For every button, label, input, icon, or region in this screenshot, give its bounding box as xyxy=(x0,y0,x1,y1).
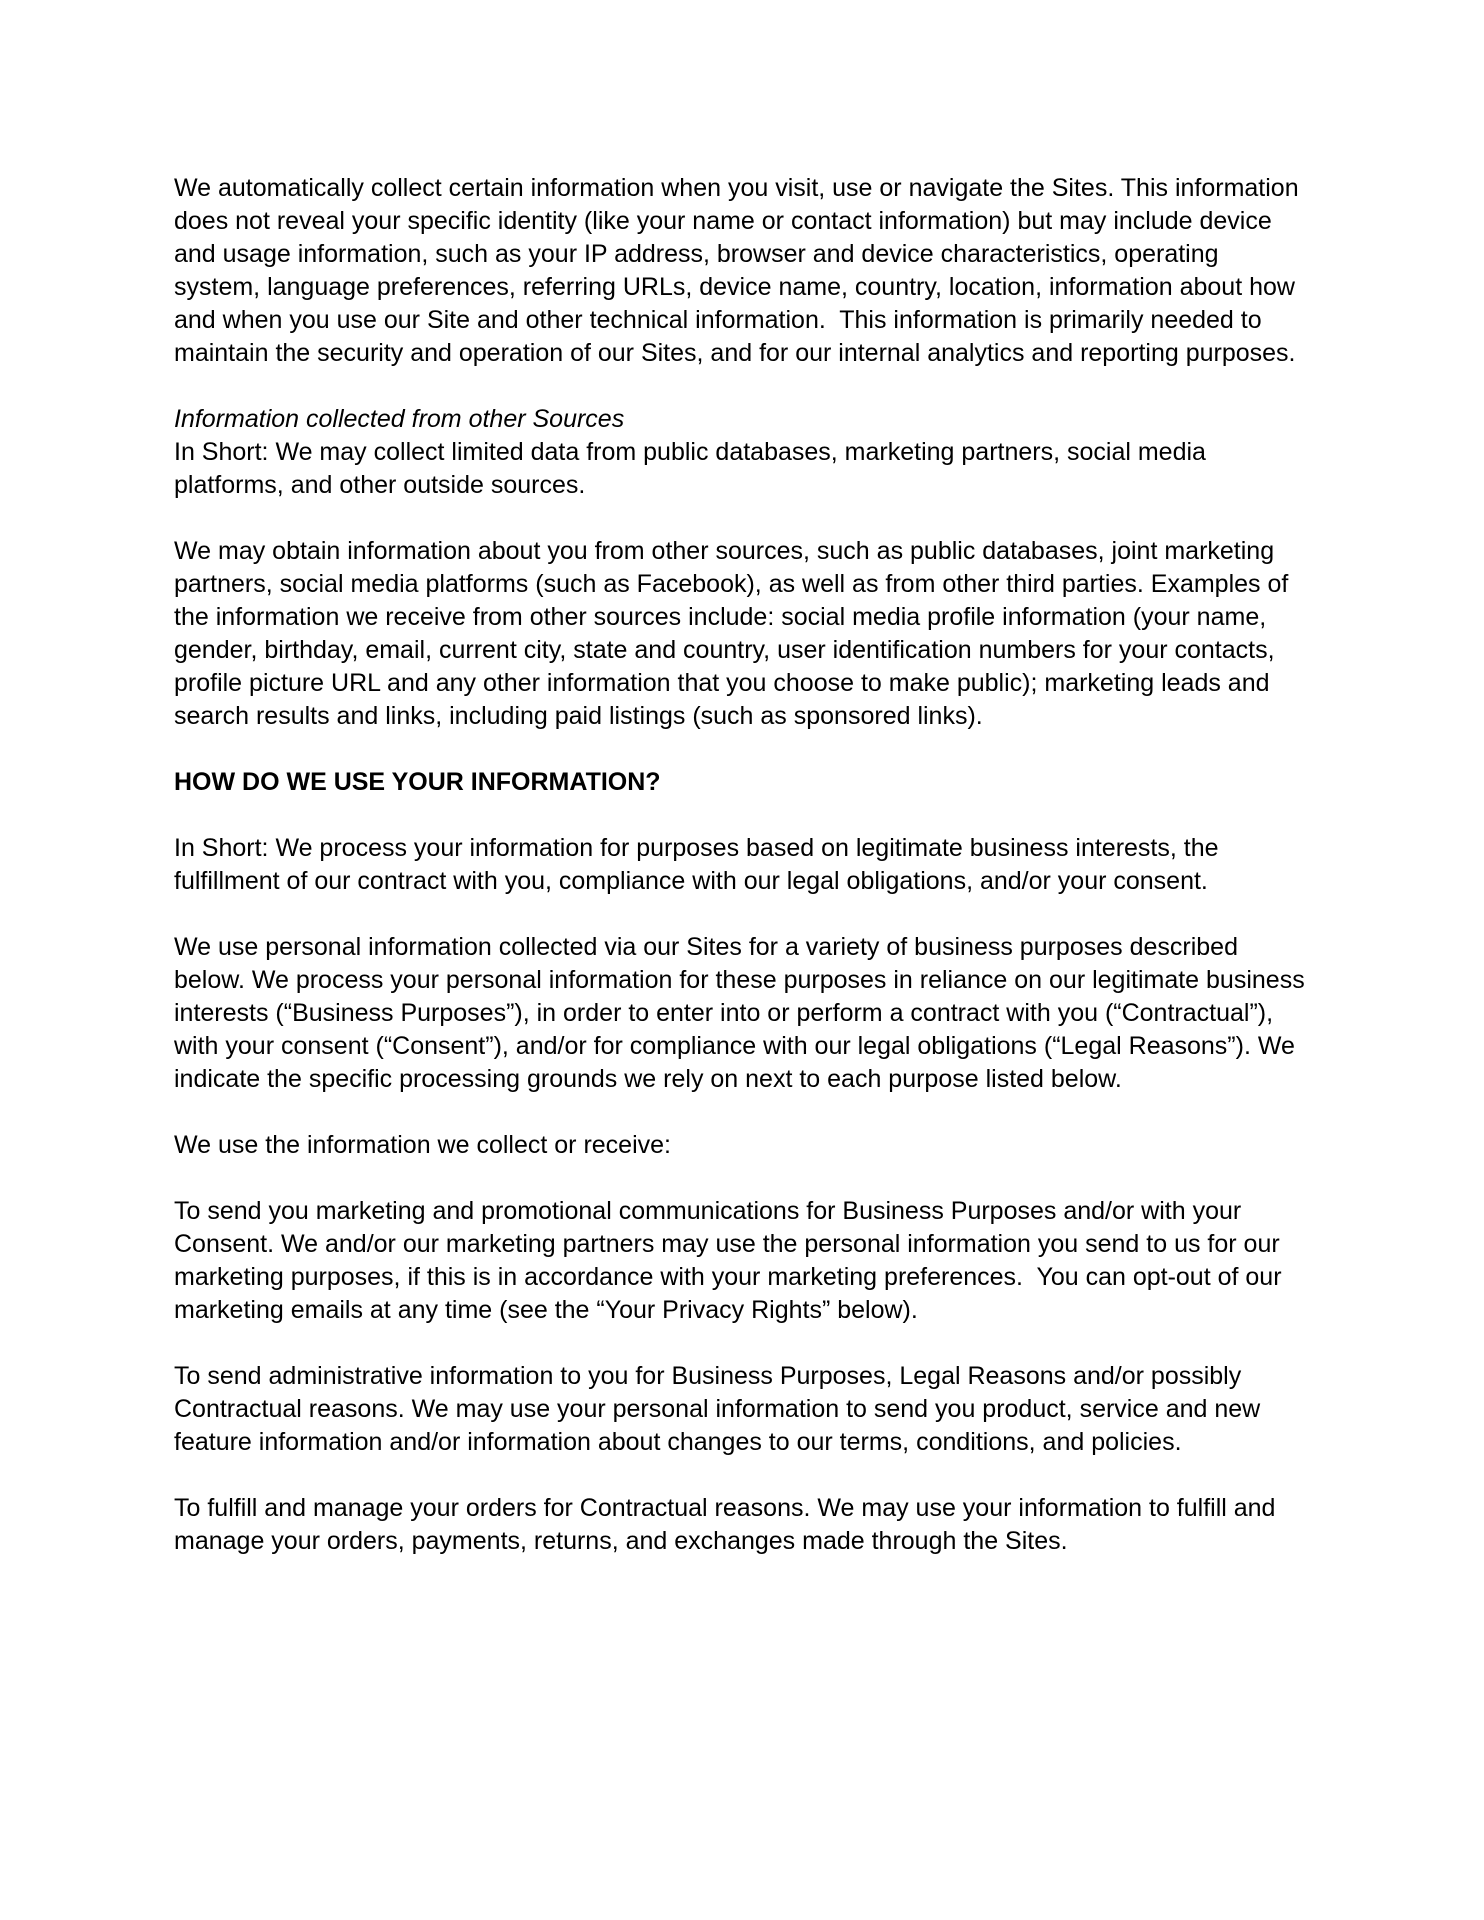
sources-paragraph: We may obtain information about you from other sources, such as public databases, joint marketing partners, social media platforms (such as Facebook), as well as from other third parties. Examples of the information we receive from other sources include: social media profile information (your name, gender, birthday, email, current city, state and country, user identification numbers for your contacts, profile picture URL and any other information that you choose to make public); marketing leads and search results and links, including paid listings (such as sponsored links). xyxy=(174,537,1296,730)
use-inshort-paragraph: In Short: We process your information for purposes based on legitimate business interests, the fulfillment of our contract with you, compliance with our legal obligations, and/or your consent. xyxy=(174,834,1226,895)
use-section-heading: HOW DO WE USE YOUR INFORMATION? xyxy=(174,768,661,796)
use-admin-paragraph: To send administrative information to you for Business Purposes, Legal Reasons and/or possibly Contractual reasons. We may use your personal information to send you product, service and new feature information and/or information about changes to our terms, conditions, and policies. xyxy=(174,1362,1268,1456)
use-purposes-paragraph: We use personal information collected via our Sites for a variety of business purposes described below. We process your personal information for these purposes in reliance on our legitimate business interests (“Business Purposes”), in order to enter into or perform a contract with you (“Contractual”), with your consent (“Consent”), and/or for compliance with our legal obligations (“Legal Reasons”). We indicate the specific processing grounds we rely on next to each purpose listed below. xyxy=(174,933,1312,1093)
use-intro-line: We use the information we collect or receive: xyxy=(174,1131,671,1159)
use-orders-paragraph: To fulfill and manage your orders for Contractual reasons. We may use your information to fulfill and manage your orders, payments, returns, and exchanges made through the Sites. xyxy=(174,1494,1283,1555)
intro-paragraph: We automatically collect certain information when you visit, use or navigate the Sites. This information does not reveal your specific identity (like your name or contact information) but may include device and usage information, such as your IP address, browser and device characteristics, operating system, language preferences, referring URLs, device name, country, location, information about how and when you use our Site and other technical information. This information is primarily needed to maintain the security and operation of our Sites, and for our internal analytics and reporting purposes. xyxy=(174,174,1306,367)
sources-section-heading: Information collected from other Sources xyxy=(174,405,625,433)
use-marketing-paragraph: To send you marketing and promotional communications for Business Purposes and/or with your Consent. We and/or our marketing partners may use the personal information you send to us for our marketing purposes, if this is in accordance with your marketing preferences. You can opt-out of our marketing emails at any time (see the “Your Privacy Rights” below). xyxy=(174,1197,1289,1324)
sources-inshort-paragraph: In Short: We may collect limited data from public databases, marketing partners, social media platforms, and other outside sources. xyxy=(174,438,1213,499)
